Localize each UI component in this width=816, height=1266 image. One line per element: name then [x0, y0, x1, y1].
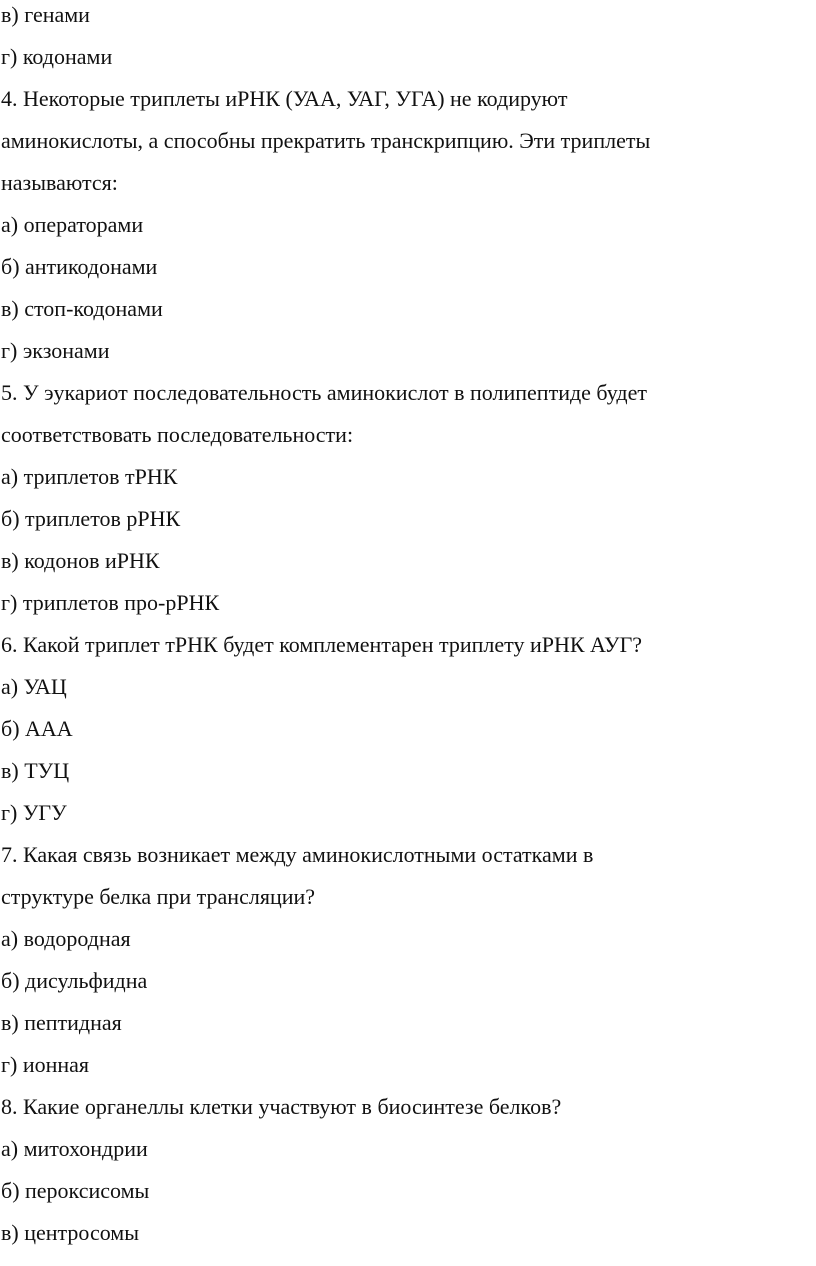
question-6-option-a: а) УАЦ: [1, 674, 67, 699]
question-5-option-b: б) триплетов рРНК: [1, 506, 181, 531]
question-7-line-2: структуре белка при трансляции?: [1, 884, 316, 909]
question-8-option-v: в) центросомы: [1, 1220, 140, 1245]
question-4-line-2: аминокислоты, а способны прекратить транскрипцию. Эти триплеты: [1, 128, 651, 153]
question-8-option-b: б) пероксисомы: [1, 1178, 150, 1203]
question-6-option-b: б) ААА: [1, 716, 73, 741]
question-4-line-1: 4. Некоторые триплеты иРНК (УАА, УАГ, УГА) не кодируют: [1, 86, 568, 111]
question-8-line-1: 8. Какие органеллы клетки участвуют в биосинтезе белков?: [1, 1094, 562, 1119]
answer-g-codons: г) кодонами: [1, 44, 113, 69]
question-5-option-a: а) триплетов тРНК: [1, 464, 178, 489]
question-7-line-1: 7. Какая связь возникает между аминокислотными остатками в: [1, 842, 594, 867]
question-5-line-1: 5. У эукариот последовательность аминокислот в полипептиде будет: [1, 380, 647, 405]
answer-v-genes: в) генами: [1, 2, 90, 27]
question-4-option-v: в) стоп-кодонами: [1, 296, 163, 321]
question-4-option-a: а) операторами: [1, 212, 144, 237]
question-8-option-a: а) митохондрии: [1, 1136, 148, 1161]
question-7-option-b: б) дисульфидна: [1, 968, 148, 993]
question-6-option-v: в) ТУЦ: [1, 758, 70, 783]
question-4-line-3: называются:: [1, 170, 118, 195]
question-6-option-g: г) УГУ: [1, 800, 67, 825]
question-6-line-1: 6. Какой триплет тРНК будет комплементарен триплету иРНК АУГ?: [1, 632, 643, 657]
question-7-option-v: в) пептидная: [1, 1010, 122, 1035]
question-7-option-a: а) водородная: [1, 926, 131, 951]
question-7-option-g: г) ионная: [1, 1052, 90, 1077]
question-5-option-v: в) кодонов иРНК: [1, 548, 160, 573]
question-4-option-g: г) экзонами: [1, 338, 110, 363]
question-5-option-g: г) триплетов про-рРНК: [1, 590, 220, 615]
question-5-line-2: соответствовать последовательности:: [1, 422, 354, 447]
question-4-option-b: б) антикодонами: [1, 254, 158, 279]
